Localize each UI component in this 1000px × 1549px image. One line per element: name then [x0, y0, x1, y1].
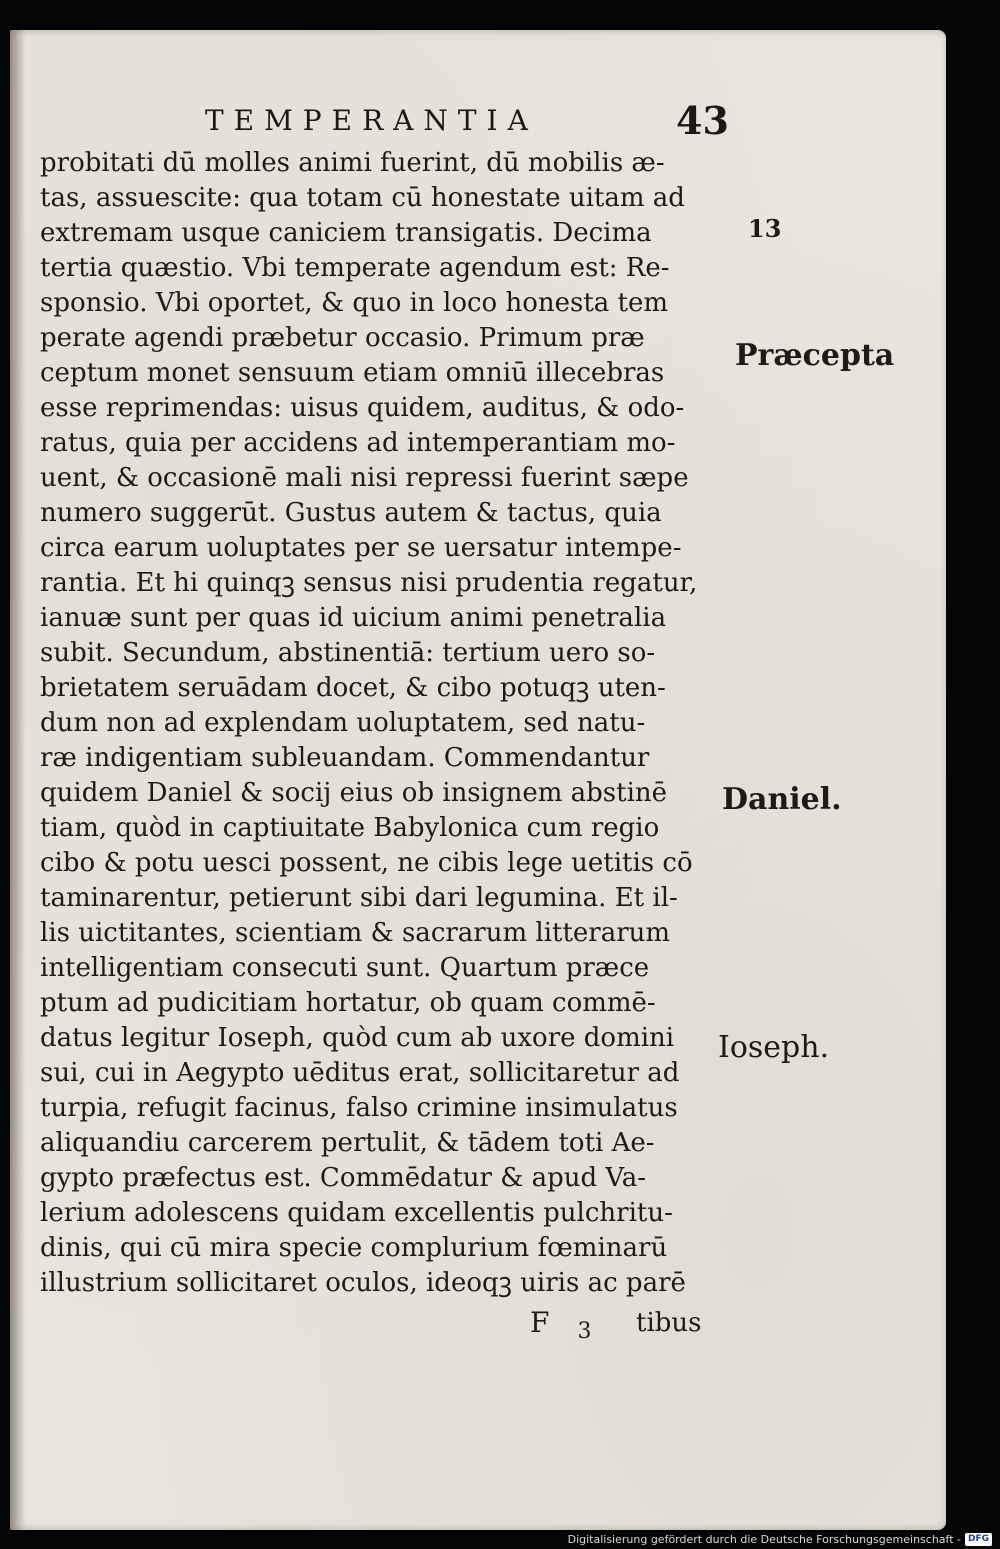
text-line: illustrium sollicitaret oculos, ideoqꝫ uiris ac parē	[40, 1268, 686, 1298]
text-line: ceptum monet sensuum etiam omniū illecebras	[40, 358, 665, 388]
text-line: brietatem seruādam docet, & cibo potuqꝫ uten-	[40, 673, 666, 703]
text-line: gypto præfectus est. Commēdatur & apud Va-	[40, 1163, 647, 1193]
text-line: uent, & occasionē mali nisi repressi fuerint sæpe	[40, 463, 689, 493]
dfg-logo: DFG	[965, 1533, 992, 1546]
margin-note-precepta: Præcepta	[735, 338, 895, 373]
text-line: tertia quæstio. Vbi temperate agendum est: Re-	[40, 253, 670, 283]
margin-note-ioseph: Ioseph.	[718, 1030, 830, 1065]
text-line: rantia. Et hi quinqꝫ sensus nisi prudentia regatur,	[40, 568, 698, 598]
credit-text: Digitalisierung gefördert durch die Deutsche Forschungsgemeinschaft -	[567, 1533, 961, 1546]
text-line: esse reprimendas: uisus quidem, auditus, & odo-	[40, 393, 685, 423]
signature-letter: F	[530, 1306, 550, 1339]
text-line: dinis, qui cū mira specie complurium fœminarū	[40, 1233, 668, 1263]
text-line: ptum ad pudicitiam hortatur, ob quam commē-	[40, 988, 656, 1018]
text-line: probitati dū molles animi fuerint, dū mobilis æ-	[40, 148, 665, 178]
signature-mark	[530, 1306, 591, 1344]
text-line: ræ indigentiam subleuandam. Commendantur	[40, 743, 650, 773]
text-line: quidem Daniel & socij eius ob insignem abstinē	[40, 778, 668, 808]
catchword: tibus	[636, 1308, 702, 1338]
running-head: TEMPERANTIA	[205, 104, 538, 137]
text-line: circa earum uoluptates per se uersatur intempe-	[40, 533, 682, 563]
text-line: ianuæ sunt per quas id uicium animi penetralia	[40, 603, 667, 633]
text-line: ratus, quia per accidens ad intemperantiam mo-	[40, 428, 676, 458]
text-line: datus legitur Ioseph, quòd cum ab uxore domini	[40, 1023, 675, 1053]
text-line: numero suggerūt. Gustus autem & tactus, quia	[40, 498, 662, 528]
text-line: intelligentiam consecuti sunt. Quartum præce	[40, 953, 650, 983]
digitization-credit	[568, 1533, 992, 1546]
text-line: lis uictitantes, scientiam & sacrarum litterarum	[40, 918, 671, 948]
margin-note-number: 13	[748, 214, 782, 243]
text-line: dum non ad explendam uoluptatem, sed natu-	[40, 708, 646, 738]
text-line: taminarentur, petierunt sibi dari legumina. Et il-	[40, 883, 678, 913]
text-line: sponsio. Vbi oportet, & quo in loco honesta tem	[40, 288, 669, 318]
text-line: extremam usque caniciem transigatis. Decima	[40, 218, 652, 248]
page-gutter	[10, 30, 26, 1530]
text-line: turpia, refugit facinus, falso crimine insimulatus	[40, 1093, 678, 1123]
margin-note-daniel: Daniel.	[722, 782, 842, 817]
text-line: sui, cui in Aegypto uēditus erat, sollicitaretur ad	[40, 1058, 680, 1088]
text-line: perate agendi præbetur occasio. Primum præ	[40, 323, 645, 353]
text-line: lerium adolescens quidam excellentis pulchritu-	[40, 1198, 673, 1228]
text-line: aliquandiu carcerem pertulit, & tādem toti Ae-	[40, 1128, 655, 1158]
page-number: 43	[676, 98, 729, 143]
text-line: tas, assuescite: qua totam cū honestate uitam ad	[40, 183, 685, 213]
text-line: subit. Secundum, abstinentiā: tertium uero so-	[40, 638, 656, 668]
text-line: tiam, quòd in captiuitate Babylonica cum regio	[40, 813, 660, 843]
signature-number: 3	[577, 1319, 592, 1344]
body-text	[40, 146, 730, 1301]
text-line: cibo & potu uesci possent, ne cibis lege uetitis cō	[40, 848, 693, 878]
